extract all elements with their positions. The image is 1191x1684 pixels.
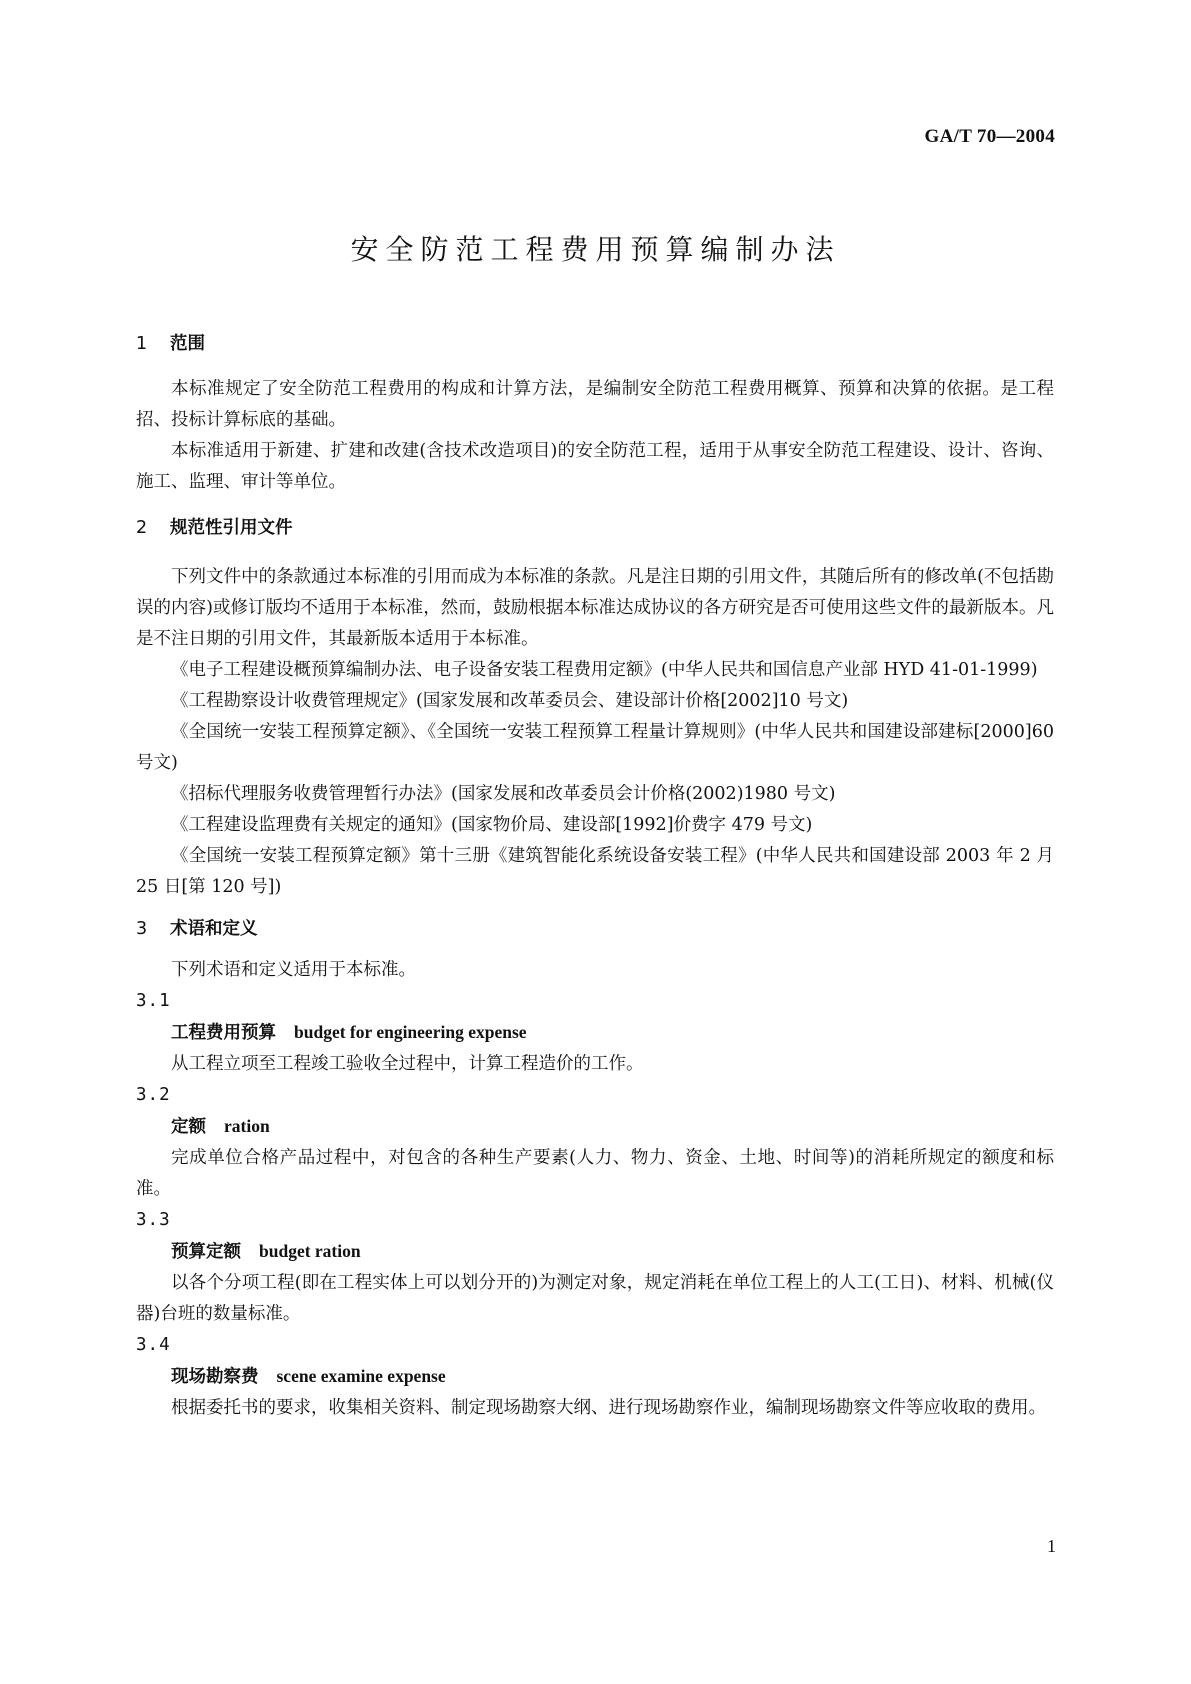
document-body	[136, 330, 1054, 1424]
term-entry	[136, 1236, 1054, 1268]
section-title: 规范性引用文件	[170, 518, 293, 538]
reference-item: 《工程建设监理费有关规定的通知》(国家物价局、建设部[1992]价费字 479 号文)	[171, 815, 813, 835]
term-entry	[136, 1111, 1054, 1143]
term-entry	[136, 1361, 1054, 1393]
reference-item: 《电子工程建设概预算编制办法、电子设备安装工程费用定额》(中华人民共和国信息产业部 HYD 41-01-1999)	[171, 660, 1038, 680]
section-number: 3	[136, 919, 148, 939]
term-en: budget ration	[259, 1241, 361, 1261]
reference-item: 《全国统一安装工程预算定额》第十三册《建筑智能化系统设备安装工程》(中华人民共和国建设部 2003 年 2 月 25 日[第 120 号])	[136, 846, 1054, 897]
term-zh: 工程费用预算	[171, 1023, 276, 1043]
paragraph: 本标准规定了安全防范工程费用的构成和计算方法，是编制安全防范工程费用概算、预算和决算的依据。是工程招、投标计算标底的基础。	[136, 379, 1054, 430]
paragraph: 本标准适用于新建、扩建和改建(含技术改造项目)的安全防范工程，适用于从事安全防范工程建设、设计、咨询、施工、监理、审计等单位。	[136, 441, 1054, 492]
section-2-heading	[136, 514, 1054, 542]
reference-item: 《工程勘察设计收费管理规定》(国家发展和改革委员会、建设部计价格[2002]10 号文)	[171, 691, 849, 711]
term-en: ration	[224, 1116, 270, 1136]
section-number: 2	[136, 518, 148, 538]
paragraph: 下列文件中的条款通过本标准的引用而成为本标准的条款。凡是注日期的引用文件，其随后所有的修改单(不包括勘误的内容)或修订版均不适用于本标准，然而，鼓励根据本标准达成协议的各方研究是否可使用这些文件的最新版本。凡是不注日期的引用文件，其最新版本适用于本标准。	[136, 567, 1054, 649]
clause-number: 3.2	[136, 1085, 171, 1105]
clause-number: 3.1	[136, 991, 171, 1011]
section-1-heading	[136, 330, 1054, 358]
term-definition: 从工程立项至工程竣工验收全过程中，计算工程造价的工作。	[171, 1054, 644, 1074]
term-entry	[136, 1017, 1054, 1049]
term-en: budget for engineering expense	[294, 1022, 527, 1042]
paragraph: 下列术语和定义适用于本标准。	[171, 960, 416, 980]
section-title: 范围	[170, 334, 205, 354]
section-number: 1	[136, 334, 148, 354]
reference-item: 《全国统一安装工程预算定额》、《全国统一安装工程预算工程量计算规则》(中华人民共和国建设部建标[2000]60 号文)	[136, 722, 1054, 773]
reference-item: 《招标代理服务收费管理暂行办法》(国家发展和改革委员会计价格(2002)1980 号文)	[171, 784, 836, 804]
term-definition: 以各个分项工程(即在工程实体上可以划分开的)为测定对象，规定消耗在单位工程上的人工(工日)、材料、机械(仪器)台班的数量标准。	[136, 1273, 1054, 1324]
term-zh: 现场勘察费	[171, 1367, 259, 1387]
term-definition: 完成单位合格产品过程中，对包含的各种生产要素(人力、物力、资金、土地、时间等)的消耗所规定的额度和标准。	[136, 1148, 1054, 1199]
standard-number: GA/T 70—2004	[924, 126, 1055, 147]
term-zh: 定额	[171, 1117, 206, 1137]
term-en: scene examine expense	[276, 1366, 446, 1386]
clause-number: 3.3	[136, 1210, 171, 1230]
document-title: 安全防范工程费用预算编制办法	[350, 233, 841, 266]
section-3-heading	[136, 915, 1054, 943]
clause-number: 3.4	[136, 1335, 171, 1355]
term-definition: 根据委托书的要求，收集相关资料、制定现场勘察大纲、进行现场勘察作业，编制现场勘察文件等应收取的费用。	[171, 1398, 1046, 1418]
section-title: 术语和定义	[170, 919, 258, 939]
term-zh: 预算定额	[171, 1242, 241, 1262]
page-number: 1	[1047, 1536, 1056, 1556]
